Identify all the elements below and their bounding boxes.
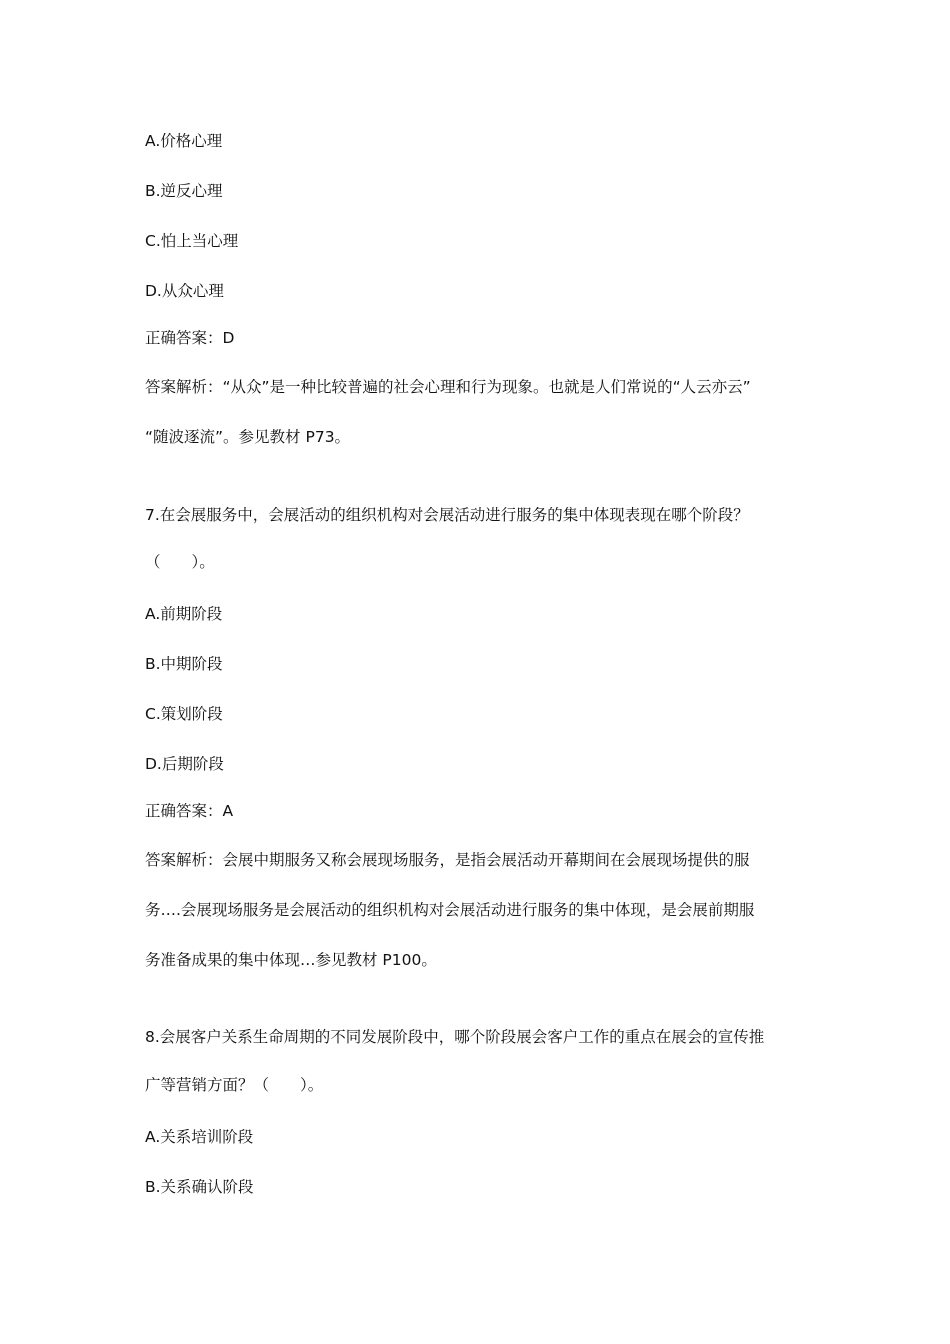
q6-option-b: B.逆反心理: [145, 182, 223, 200]
q7-question-line-2: （ ）。: [145, 553, 215, 571]
q7-analysis-line-3: 务准备成果的集中体现…参见教材 P100。: [145, 951, 437, 969]
q8-option-a: A.关系培训阶段: [145, 1128, 254, 1146]
q8-question-line-1: 8.会展客户关系生命周期的不同发展阶段中，哪个阶段展会客户工作的重点在展会的宣传推: [145, 1028, 765, 1046]
q6-option-c: C.怕上当心理: [145, 232, 239, 250]
q7-analysis-line-2: 务….会展现场服务是会展活动的组织机构对会展活动进行服务的集中体现，是会展前期服: [145, 901, 755, 919]
q7-option-b: B.中期阶段: [145, 655, 223, 673]
q7-question-line-1: 7.在会展服务中，会展活动的组织机构对会展活动进行服务的集中体现表现在哪个阶段？: [145, 506, 749, 524]
q6-option-d: D.从众心理: [145, 282, 224, 300]
q7-analysis-line-1: 答案解析：会展中期服务又称会展现场服务，是指会展活动开幕期间在会展现场提供的服: [145, 851, 750, 869]
q7-option-c: C.策划阶段: [145, 705, 223, 723]
q7-answer: 正确答案：A: [145, 802, 234, 820]
q6-option-a: A.价格心理: [145, 132, 223, 150]
q6-analysis-line-2: “随波逐流”。参见教材 P73。: [145, 428, 351, 446]
q7-option-d: D.后期阶段: [145, 755, 224, 773]
q6-answer: 正确答案：D: [145, 329, 235, 347]
q7-option-a: A.前期阶段: [145, 605, 223, 623]
q8-question-line-2: 广等营销方面？（ ）。: [145, 1076, 324, 1094]
q6-analysis-line-1: 答案解析：“从众”是一种比较普遍的社会心理和行为现象。也就是人们常说的“人云亦云”: [145, 378, 751, 396]
q8-option-b: B.关系确认阶段: [145, 1178, 254, 1196]
